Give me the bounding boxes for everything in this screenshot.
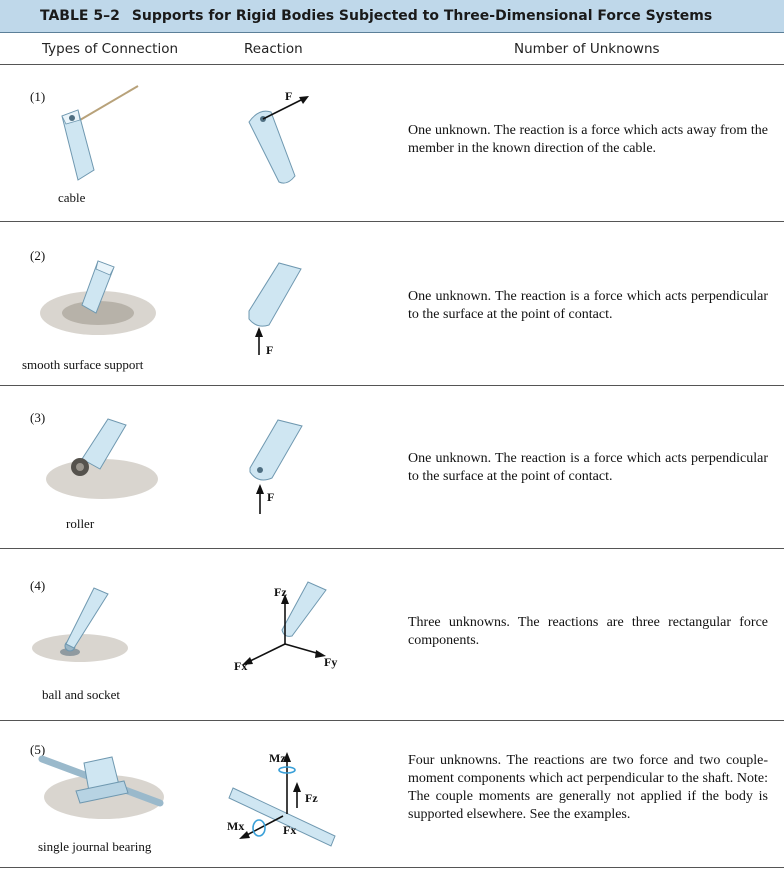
unknowns-description: Three unknowns. The reactions are three rectangular force components. bbox=[408, 615, 768, 648]
row-number: (1) bbox=[30, 89, 46, 104]
column-header-reaction: Reaction bbox=[244, 41, 303, 57]
table-title: Supports for Rigid Bodies Subjected to Three-Dimensional Force Systems bbox=[131, 8, 713, 24]
unknowns-description: One unknown. The reaction is a force which acts perpendicular to the surface at the point of contact. bbox=[408, 451, 768, 484]
unknowns-description: Four unknowns. The reactions are two force and two couple-moment components which act perpendicular to the shaft. Note: The couple moments are generally not applied if the body is supported elsewhere. See the examples. bbox=[408, 753, 768, 822]
row-number: (5) bbox=[30, 742, 46, 757]
table-number: TABLE 5–2 bbox=[40, 8, 120, 24]
force-label-f: F bbox=[267, 490, 275, 504]
cable-connection-illustration bbox=[50, 80, 150, 190]
row-number: (3) bbox=[30, 410, 46, 425]
row-number: (2) bbox=[30, 248, 46, 263]
force-label-fz: Fz bbox=[305, 791, 318, 805]
connection-caption: roller bbox=[66, 516, 95, 531]
force-label-f: F bbox=[266, 343, 274, 357]
ball-and-socket-illustration bbox=[30, 570, 160, 670]
roller-illustration bbox=[30, 415, 160, 510]
force-label-fz: Fz bbox=[274, 585, 287, 599]
force-label-fy: Fy bbox=[324, 655, 338, 669]
row-number: (4) bbox=[30, 578, 46, 593]
moment-label-mz: Mz bbox=[269, 751, 286, 765]
moment-label-mx: Mx bbox=[227, 819, 245, 833]
journal-bearing-illustration bbox=[20, 745, 170, 835]
column-header-connection: Types of Connection bbox=[42, 41, 179, 57]
smooth-surface-reaction-diagram bbox=[235, 255, 345, 365]
header-divider bbox=[0, 64, 784, 65]
table-bottom-rule bbox=[0, 867, 784, 868]
force-label-fx: Fx bbox=[283, 823, 297, 837]
connection-caption: smooth surface support bbox=[22, 357, 144, 372]
cable-reaction-diagram bbox=[235, 82, 345, 192]
row-divider bbox=[0, 221, 784, 222]
unknowns-description: One unknown. The reaction is a force which acts perpendicular to the surface at the point of contact. bbox=[408, 289, 768, 322]
smooth-surface-illustration bbox=[30, 255, 160, 350]
connection-caption: ball and socket bbox=[42, 687, 120, 702]
force-label-fx: Fx bbox=[234, 659, 248, 673]
column-header-unknowns: Number of Unknowns bbox=[514, 41, 660, 57]
unknowns-description: One unknown. The reaction is a force which acts away from the member in the known direction of the cable. bbox=[408, 123, 768, 156]
roller-reaction-diagram bbox=[240, 412, 350, 522]
row-divider bbox=[0, 720, 784, 721]
connection-caption: single journal bearing bbox=[38, 839, 152, 854]
ball-and-socket-reaction-diagram bbox=[230, 578, 350, 678]
row-divider bbox=[0, 385, 784, 386]
journal-bearing-reaction-diagram bbox=[225, 740, 345, 850]
row-divider bbox=[0, 548, 784, 549]
force-label-f: F bbox=[285, 89, 293, 103]
table-title-bar bbox=[0, 0, 784, 33]
connection-caption: cable bbox=[58, 190, 86, 205]
